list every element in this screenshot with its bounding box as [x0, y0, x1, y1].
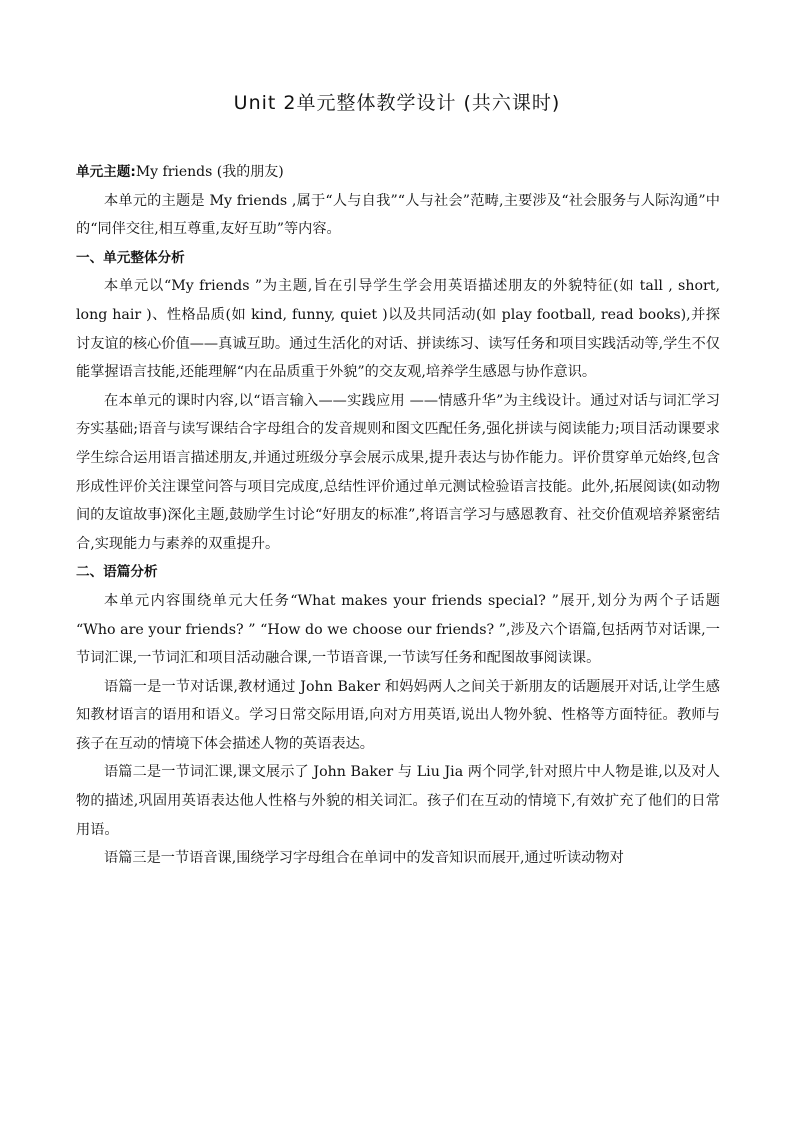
unit-theme-label: 单元主题: [76, 164, 136, 180]
section-heading-overall-analysis: 一、单元整体分析 [76, 249, 185, 266]
intro-paragraph: 本单元的主题是 My friends ,属于“人与自我”“人与社会”范畴,主要涉及“社会服务与人际沟通”中的“同伴交往,相互尊重,友好互助”等内容。 [76, 192, 720, 238]
paragraph: 语篇二是一节词汇课,课文展示了 John Baker 与 Liu Jia 两个同学,针对照片中人物是谁,以及对人物的描述,巩固用英语表达他人性格与外貌的相关词汇。孩子们在互动的情境下,有效扩充了他们的日常用语。 [76, 764, 720, 838]
unit-theme-line [76, 158, 720, 187]
paragraph: 语篇三是一节语音课,围绕学习字母组合在单词中的发音知识而展开,通过听读动物对 [104, 850, 624, 867]
paragraph: 本单元以“My friends ”为主题,旨在引导学生学会用英语描述朋友的外貌特征(如 tall , short, long hair )、性格品质(如 kind, funny, quiet )以及共同活动(如 play football, read books),并探讨友谊的核心价值——真诚互助。通过生活化的对话、拼读练习、读写任务和项目实践活动等,学生不仅能掌握语言技能,还能理解“内在品质重于外貌”的交友观,培养学生感恩与协作意识。 [76, 278, 720, 381]
unit-theme-value: My friends (我的朋友) [135, 164, 284, 180]
paragraph: 本单元内容围绕单元大任务“What makes your friends special? ”展开,划分为两个子话题 “Who are your friends? ” “How do we choose our friends? ”,涉及六个语篇,包括两节对话课,一节词汇课,一节词汇和项目活动融合课,一节语音课,一节读写任务和配图故事阅读课。 [76, 592, 720, 667]
paragraph: 语篇一是一节对话课,教材通过 John Baker 和妈妈两人之间关于新朋友的话题展开对话,让学生感知教材语言的语用和语义。学习日常交际用语,向对方用英语,说出人物外貌、性格等方面特征。教师与孩子在互动的情境下体会描述人物的英语表达。 [76, 678, 720, 752]
document-title: Unit 2单元整体教学设计 (共六课时) [233, 92, 561, 114]
document-body [76, 158, 720, 873]
paragraph: 在本单元的课时内容,以“语言输入——实践应用 ——情感升华”为主线设计。通过对话与词汇学习夯实基础;语音与读写课结合字母组合的发音规则和图文匹配任务,强化拼读与阅读能力;项目活动课要求学生综合运用语言描述朋友,并通过班级分享会展示成果,提升表达与协作能力。评价贯穿单元始终,包含形成性评价关注课堂问答与项目完成度,总结性评价通过单元测试检验语言技能。此外,拓展阅读(如动物间的友谊故事)深化主题,鼓励学生讨论“好朋友的标准”,将语言学习与感恩教育、社交价值观培养紧密结合,实现能力与素养的双重提升。 [76, 392, 720, 552]
section-heading-text-analysis: 二、语篇分析 [76, 564, 158, 581]
